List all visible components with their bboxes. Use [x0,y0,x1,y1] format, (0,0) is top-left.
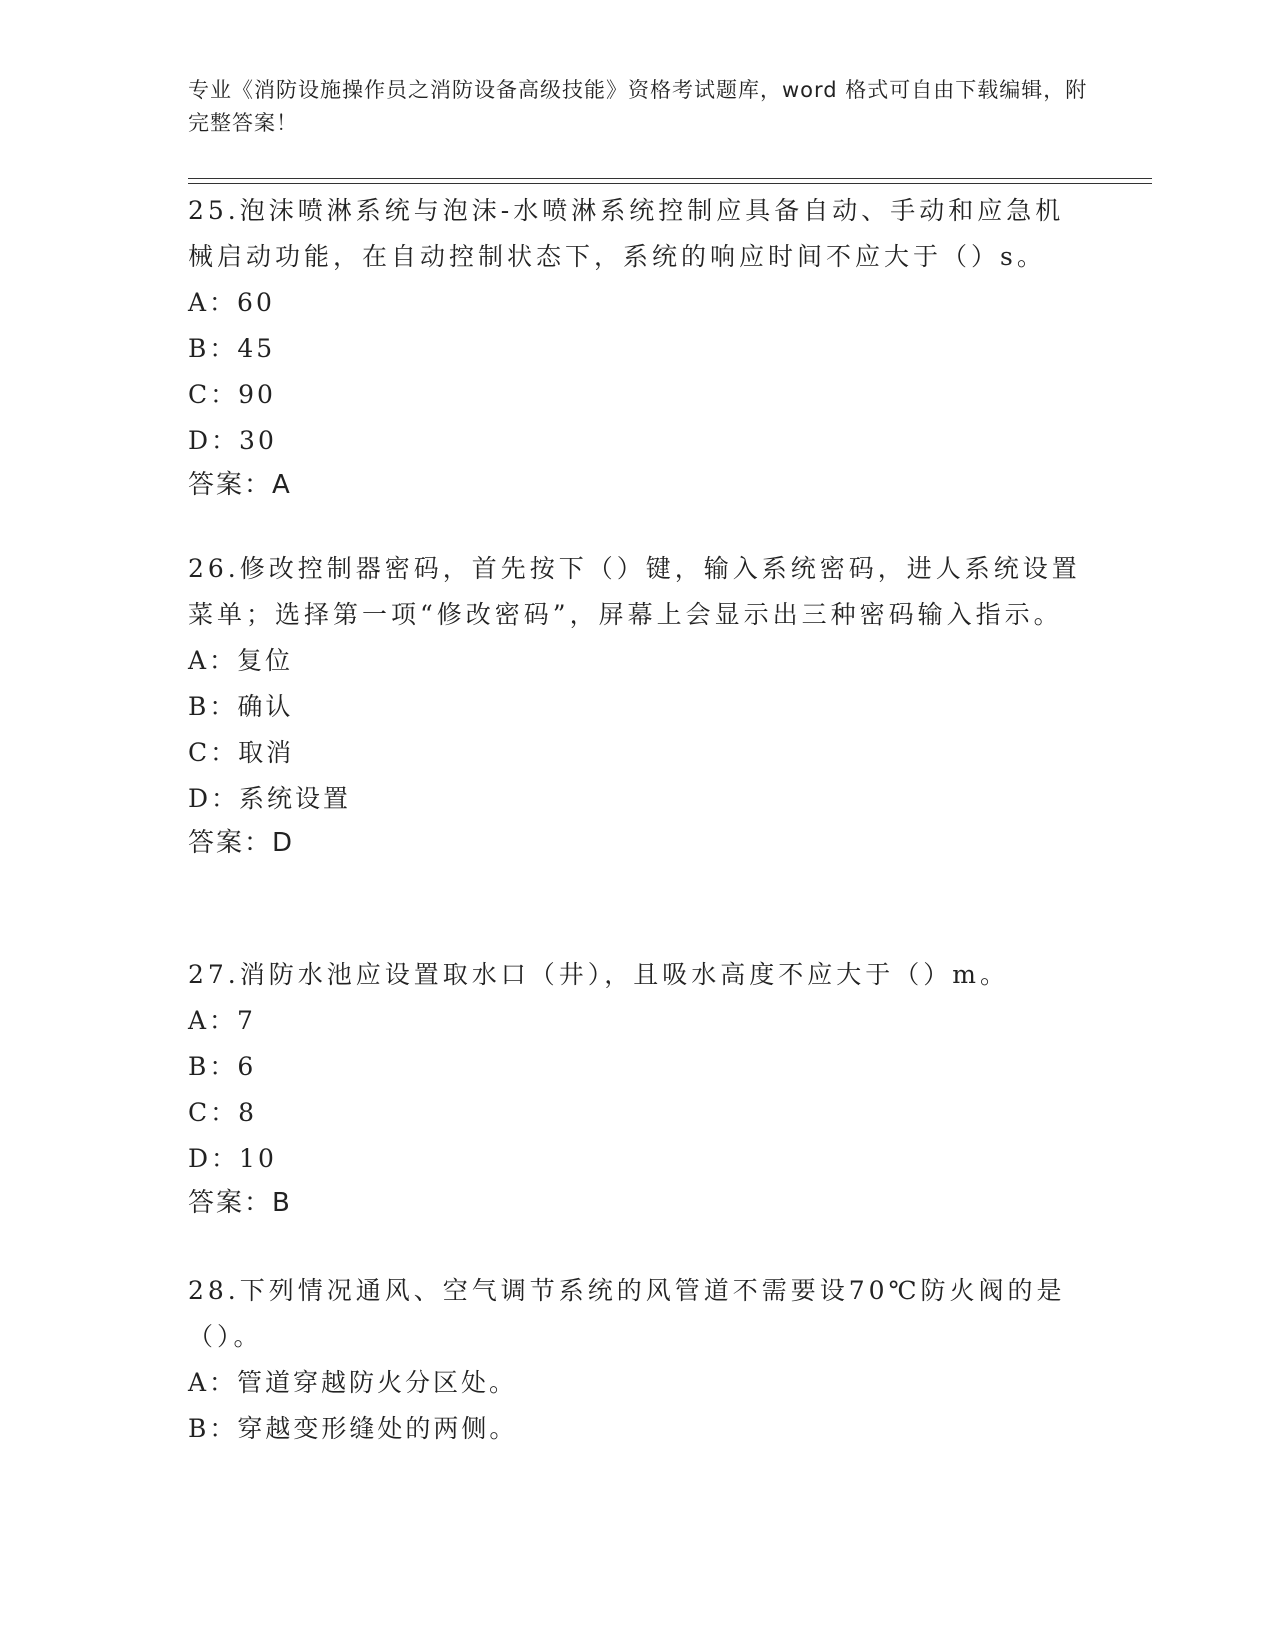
option-d: D：系统设置 [188,784,352,813]
option-a: A：复位 [188,646,294,675]
answer-label: 答案： [188,1188,273,1218]
answer [188,822,1088,864]
header-divider-top [188,178,1152,179]
question-27 [188,952,1088,1224]
option-a: A：7 [188,1006,256,1035]
question-text: 26.修改控制器密码，首先按下（）键，输入系统密码，进人系统设置菜单；选择第一项“修改密码”，屏幕上会显示出三种密码输入指示。 [188,554,1081,629]
question-text: 27.消防水池应设置取水口（井），且吸水高度不应大于（）m。 [188,960,1009,989]
option-c: C：取消 [188,738,295,767]
option-a: A：管道穿越防火分区处。 [188,1368,518,1397]
answer [188,464,1088,506]
header-text: 专业《消防设施操作员之消防设备高级技能》资格考试题库，word 格式可自由下载编辑，附完整答案！ [188,78,1088,135]
answer-value: B [272,1188,291,1218]
answer-label: 答案： [188,828,273,858]
question-text: 28.下列情况通风、空气调节系统的风管道不需要设70℃防火阀的是（）。 [188,1276,1066,1351]
document-header [188,74,1088,140]
option-c: C：8 [188,1098,258,1127]
question-28 [188,1268,1088,1452]
option-b: B：穿越变形缝处的两侧。 [188,1414,518,1443]
answer-value: D [272,828,294,858]
question-text: 25.泡沫喷淋系统与泡沫-水喷淋系统控制应具备自动、手动和应急机械启动功能，在自动控制状态下，系统的响应时间不应大于（）s。 [188,196,1065,271]
option-b: B：45 [188,334,276,363]
option-c: C：90 [188,380,276,409]
question-25 [188,188,1088,506]
answer-value: A [272,470,291,500]
option-b: B：6 [188,1052,257,1081]
option-d: D：30 [188,426,277,455]
option-d: D：10 [188,1144,277,1173]
option-a: A：60 [188,288,275,317]
answer [188,1182,1088,1224]
question-26 [188,546,1088,864]
option-b: B：确认 [188,692,294,721]
answer-label: 答案： [188,470,273,500]
header-divider-bottom [188,183,1152,184]
